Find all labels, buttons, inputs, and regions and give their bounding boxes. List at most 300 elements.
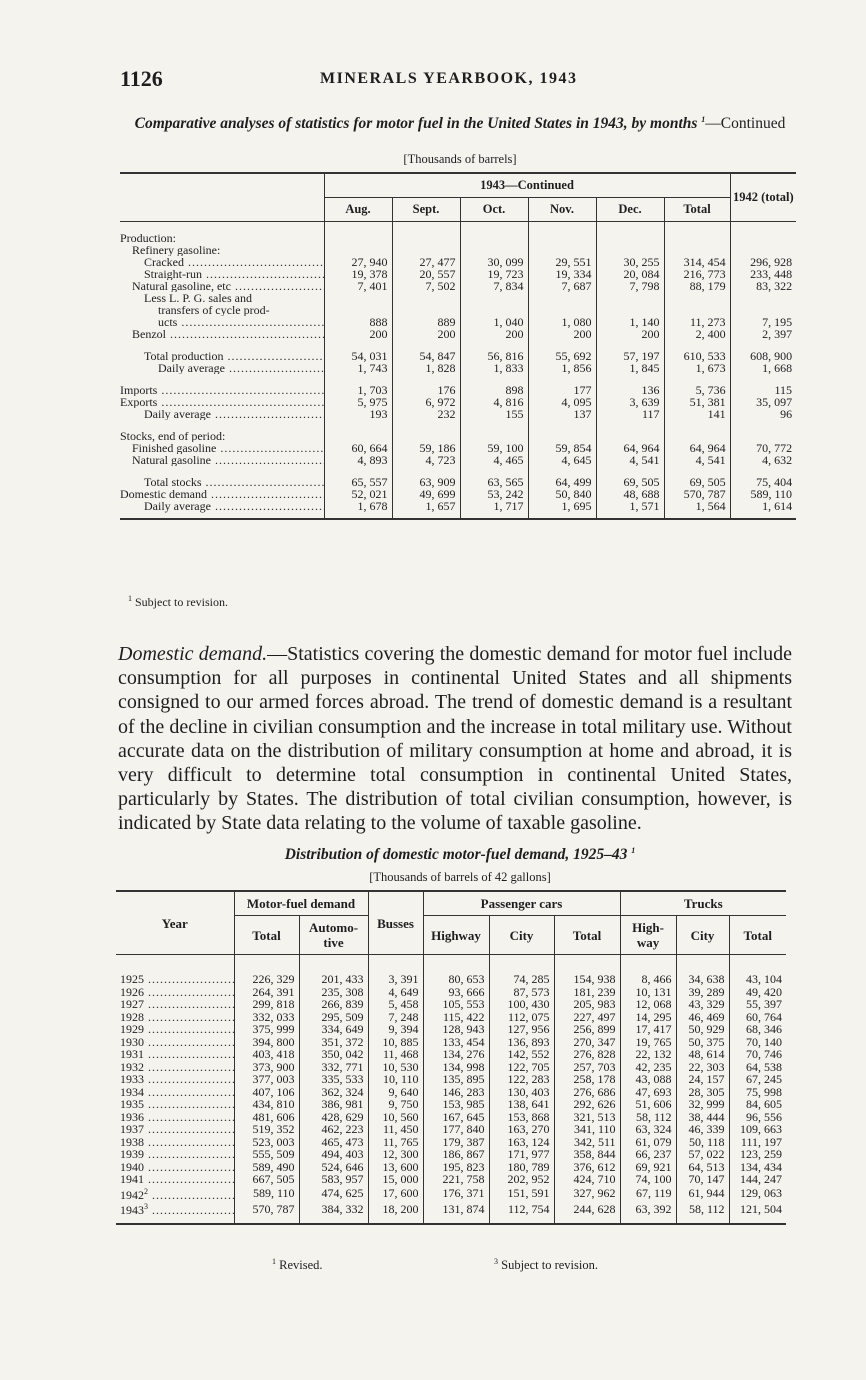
table2-cell: 555, 509 — [234, 1148, 299, 1161]
table1-cell — [730, 340, 796, 350]
leader-dots — [144, 1061, 234, 1074]
row-label-text: Imports ..... — [120, 384, 324, 396]
table2-cell: 180, 789 — [489, 1161, 554, 1174]
table2-cell: 43, 329 — [676, 998, 729, 1011]
table1-row — [120, 292, 796, 304]
table2-cell: 5, 458 — [368, 998, 423, 1011]
table1-row — [120, 268, 796, 280]
table1-cell — [528, 430, 596, 442]
year-cell — [116, 1161, 234, 1174]
table2-cell: 130, 403 — [489, 1086, 554, 1099]
table2-cell: 394, 800 — [234, 1036, 299, 1049]
table2-cell: 50, 929 — [676, 1023, 729, 1036]
pc-highway-header: Highway — [423, 916, 489, 955]
row-label-text: ucts ..... — [158, 316, 324, 328]
year-header: Year — [116, 891, 234, 955]
table2-row — [116, 1061, 786, 1074]
table2-title-note: 1 — [631, 846, 636, 855]
table1-cell: 96 — [730, 408, 796, 420]
table1-cell: 20, 084 — [596, 268, 664, 280]
table2-cell: 17, 600 — [368, 1186, 423, 1202]
table2-cell: 292, 626 — [554, 1098, 620, 1111]
motor-fuel-monthly-table — [120, 172, 796, 520]
truck-highway-header: High-way — [620, 916, 676, 955]
table1-cell: 30, 255 — [596, 256, 664, 268]
table1-row-label — [120, 304, 324, 316]
table1-row-label — [120, 328, 324, 340]
table2-cell: 202, 952 — [489, 1173, 554, 1186]
table1-cell — [596, 292, 664, 304]
table1-cell — [664, 374, 730, 384]
table2-cell: 115, 422 — [423, 1011, 489, 1024]
table2-row — [116, 955, 786, 986]
leader-dots — [144, 1111, 234, 1124]
table2-row — [116, 1173, 786, 1186]
table2-cell: 384, 332 — [299, 1201, 368, 1224]
table2-row — [116, 1011, 786, 1024]
table2-cell: 111, 197 — [729, 1136, 786, 1149]
table1-cell — [730, 292, 796, 304]
table2-cell: 523, 003 — [234, 1136, 299, 1149]
table1-title — [110, 110, 810, 133]
table2-cell: 299, 818 — [234, 998, 299, 1011]
table2-cell: 14, 295 — [620, 1011, 676, 1024]
table2-cell: 177, 840 — [423, 1123, 489, 1136]
table1-row — [120, 244, 796, 256]
table2-cell: 66, 237 — [620, 1148, 676, 1161]
domestic-demand-paragraph — [118, 642, 792, 836]
row-label-text: Daily average ..... — [144, 500, 324, 513]
table2-cell: 49, 420 — [729, 986, 786, 999]
table2-cell: 226, 329 — [234, 955, 299, 986]
table2-cell: 70, 746 — [729, 1048, 786, 1061]
table1-cell: 1, 140 — [596, 316, 664, 328]
table1-cell: 7, 195 — [730, 316, 796, 328]
table1-cell — [596, 420, 664, 430]
table1-row — [120, 350, 796, 362]
table2-cell: 61, 079 — [620, 1136, 676, 1149]
table1-cell — [392, 374, 460, 384]
row-label-text: Finished gasoline ..... — [132, 442, 324, 454]
table1-column-header: Nov. — [528, 198, 596, 222]
table2-cell: 112, 075 — [489, 1011, 554, 1024]
table1-row-label — [120, 350, 324, 362]
table2-cell: 407, 106 — [234, 1086, 299, 1099]
table1-row-label — [120, 500, 324, 519]
table2-cell: 67, 119 — [620, 1186, 676, 1202]
table1-cell: 200 — [460, 328, 528, 340]
table2-cell: 474, 625 — [299, 1186, 368, 1202]
year-text: 1929 — [120, 1023, 144, 1036]
table2-cell: 342, 511 — [554, 1136, 620, 1149]
truck-total-header: Total — [729, 916, 786, 955]
page-number: 1126 — [120, 66, 163, 91]
table1-cell: 1, 614 — [730, 500, 796, 519]
paragraph-lead: Domestic demand. — [118, 643, 268, 665]
table2-cell: 46, 339 — [676, 1123, 729, 1136]
table2-unit: [Thousands of barrels of 42 gallons] — [369, 870, 551, 884]
table1-cell: 19, 378 — [324, 268, 392, 280]
table2-cell: 205, 983 — [554, 998, 620, 1011]
leader-dots — [144, 1073, 234, 1086]
year-cell — [116, 998, 234, 1011]
table2-cell: 10, 131 — [620, 986, 676, 999]
truck-city-header: City — [676, 916, 729, 955]
table1-row — [120, 280, 796, 292]
table1-cell — [392, 420, 460, 430]
row-label-text: Exports ..... — [120, 396, 324, 408]
row-label-text: Production: — [120, 231, 176, 244]
table2-cell: 258, 178 — [554, 1073, 620, 1086]
table1-cell: 1, 856 — [528, 362, 596, 374]
table1-footnote-text: Subject to revision. — [135, 595, 228, 609]
table2-row — [116, 1148, 786, 1161]
table1-cell: 4, 632 — [730, 454, 796, 466]
table2-cell: 48, 614 — [676, 1048, 729, 1061]
row-label-text: Daily average ..... — [158, 362, 324, 374]
table2-row — [116, 998, 786, 1011]
mfd-total-header: Total — [234, 916, 299, 955]
table2-cell: 55, 397 — [729, 998, 786, 1011]
table1-row — [120, 384, 796, 396]
table1-cell: 88, 179 — [664, 280, 730, 292]
table1-row-label — [120, 466, 324, 476]
table1-row — [120, 466, 796, 476]
table1-row-label — [120, 408, 324, 420]
table2-cell: 270, 347 — [554, 1036, 620, 1049]
table2-cell: 376, 612 — [554, 1161, 620, 1174]
table2-cell: 42, 235 — [620, 1061, 676, 1074]
table1-cell: 4, 645 — [528, 454, 596, 466]
table2-cell: 494, 403 — [299, 1148, 368, 1161]
table1-row-label — [120, 222, 324, 245]
table2-cell: 18, 200 — [368, 1201, 423, 1224]
table2-cell: 321, 513 — [554, 1111, 620, 1124]
leader-dots — [144, 1048, 234, 1061]
table2-cell: 524, 646 — [299, 1161, 368, 1174]
table2-cell: 332, 771 — [299, 1061, 368, 1074]
table1-cell: 27, 477 — [392, 256, 460, 268]
year-cell — [116, 1123, 234, 1136]
table2-cell: 61, 944 — [676, 1186, 729, 1202]
table2-cell: 13, 600 — [368, 1161, 423, 1174]
table2-cell: 146, 283 — [423, 1086, 489, 1099]
table1-cell: 3, 639 — [596, 396, 664, 408]
table1-cell: 1, 703 — [324, 384, 392, 396]
table2-cell: 129, 063 — [729, 1186, 786, 1202]
row-label-text: Cracked ..... — [144, 256, 324, 268]
row-label-text: Refinery gasoline: — [132, 244, 221, 256]
table1-row — [120, 454, 796, 466]
table2-cell: 186, 867 — [423, 1148, 489, 1161]
table1-cell: 55, 692 — [528, 350, 596, 362]
table1-cell: 57, 197 — [596, 350, 664, 362]
table1-unit: [Thousands of barrels] — [403, 152, 517, 166]
table1-cell — [324, 466, 392, 476]
table2-cell: 112, 754 — [489, 1201, 554, 1224]
table1-cell: 7, 834 — [460, 280, 528, 292]
year-text: 1927 — [120, 998, 144, 1011]
table2-cell: 87, 573 — [489, 986, 554, 999]
leader-dots — [144, 998, 234, 1011]
table2-cell: 235, 308 — [299, 986, 368, 999]
table2-row — [116, 1186, 786, 1202]
year-text: 1925 — [120, 972, 144, 986]
table2-row — [116, 1136, 786, 1149]
year-text: 1940 — [120, 1160, 144, 1173]
table1-cell: 608, 900 — [730, 350, 796, 362]
table2-cell: 176, 371 — [423, 1186, 489, 1202]
table1-cell: 200 — [528, 328, 596, 340]
table1-cell: 50, 840 — [528, 488, 596, 500]
table1-cell: 54, 031 — [324, 350, 392, 362]
table1-cell: 888 — [324, 316, 392, 328]
table2-cell: 50, 375 — [676, 1036, 729, 1049]
table2-cell: 181, 239 — [554, 986, 620, 999]
year-cell — [116, 1036, 234, 1049]
table1-cell — [324, 304, 392, 316]
table1-cell: 7, 798 — [596, 280, 664, 292]
table1-cell: 155 — [460, 408, 528, 420]
table2-cell: 60, 764 — [729, 1011, 786, 1024]
table1-cell: 200 — [324, 328, 392, 340]
table1-cell: 64, 964 — [596, 442, 664, 454]
table2-row — [116, 1123, 786, 1136]
year-cell — [116, 986, 234, 999]
table1-cell — [392, 244, 460, 256]
leader-dots — [144, 1148, 234, 1161]
table1-cell — [460, 430, 528, 442]
footnote-a-mark: 1 — [272, 1257, 276, 1266]
year-cell — [116, 1111, 234, 1124]
table1-cell: 216, 773 — [664, 268, 730, 280]
leader-dots — [144, 1161, 234, 1174]
table1-cell: 63, 909 — [392, 476, 460, 488]
table1-row-label — [120, 454, 324, 466]
table2-cell: 9, 640 — [368, 1086, 423, 1099]
table1-cell: 570, 787 — [664, 488, 730, 500]
table1-cell — [392, 466, 460, 476]
table2-cell: 43, 088 — [620, 1073, 676, 1086]
table2-cell: 121, 504 — [729, 1201, 786, 1224]
table1-cell — [528, 420, 596, 430]
table1-footnote — [128, 594, 228, 610]
table2-cell: 10, 560 — [368, 1111, 423, 1124]
table1-cell — [596, 430, 664, 442]
table2-cell: 11, 468 — [368, 1048, 423, 1061]
table1-cell — [460, 466, 528, 476]
row-label-text: Domestic demand ..... — [120, 488, 324, 500]
table2-cell: 39, 289 — [676, 986, 729, 999]
table1-cell: 115 — [730, 384, 796, 396]
busses-header: Busses — [368, 891, 423, 955]
table2-cell: 362, 324 — [299, 1086, 368, 1099]
table2-cell: 264, 391 — [234, 986, 299, 999]
table2-cell: 11, 450 — [368, 1123, 423, 1136]
table2-cell: 58, 112 — [676, 1201, 729, 1224]
table1-cell: 2, 397 — [730, 328, 796, 340]
table2-cell: 133, 454 — [423, 1036, 489, 1049]
year-cell — [116, 1061, 234, 1074]
table1-cell: 1, 717 — [460, 500, 528, 519]
table1-cell: 1, 673 — [664, 362, 730, 374]
table2-cell: 3, 391 — [368, 955, 423, 986]
leader-dots — [144, 1136, 234, 1149]
year-text: 1938 — [120, 1135, 144, 1148]
table2-cell: 334, 649 — [299, 1023, 368, 1036]
table1-cell: 898 — [460, 384, 528, 396]
table1-cell — [664, 222, 730, 245]
table1-cell: 7, 687 — [528, 280, 596, 292]
pc-total-header: Total — [554, 916, 620, 955]
table1-row — [120, 430, 796, 442]
table2-cell: 4, 649 — [368, 986, 423, 999]
table1-row — [120, 256, 796, 268]
table1-cell: 1, 571 — [596, 500, 664, 519]
table1-column-header: Dec. — [596, 198, 664, 222]
table2-cell: 519, 352 — [234, 1123, 299, 1136]
table2-footnote-subject — [494, 1257, 598, 1273]
table2-cell: 332, 033 — [234, 1011, 299, 1024]
table2-cell: 22, 132 — [620, 1048, 676, 1061]
table1-cell — [596, 244, 664, 256]
table2-cell: 589, 110 — [234, 1186, 299, 1202]
table1-cell — [664, 430, 730, 442]
table1-cell: 20, 557 — [392, 268, 460, 280]
table2-cell: 63, 392 — [620, 1201, 676, 1224]
table2-cell: 171, 977 — [489, 1148, 554, 1161]
table1-footnote-mark: 1 — [128, 594, 132, 603]
table2-cell: 377, 003 — [234, 1073, 299, 1086]
year-cell — [116, 1086, 234, 1099]
table1-cell: 52, 021 — [324, 488, 392, 500]
table1-cell — [528, 292, 596, 304]
table2-cell: 96, 556 — [729, 1111, 786, 1124]
table1-row — [120, 304, 796, 316]
year-text: 1936 — [120, 1110, 144, 1123]
table2-cell: 46, 469 — [676, 1011, 729, 1024]
table1-cell: 4, 095 — [528, 396, 596, 408]
leader-dots — [144, 1036, 234, 1049]
table2-cell: 70, 147 — [676, 1173, 729, 1186]
table2-title — [110, 846, 810, 864]
table2-cell: 589, 490 — [234, 1161, 299, 1174]
table2-cell: 32, 999 — [676, 1098, 729, 1111]
table1-cell — [596, 374, 664, 384]
table2-cell: 75, 998 — [729, 1086, 786, 1099]
table1-cell: 136 — [596, 384, 664, 396]
table2-cell: 375, 999 — [234, 1023, 299, 1036]
table1-cell — [664, 420, 730, 430]
leader-dots — [144, 972, 234, 986]
table1-cell: 59, 854 — [528, 442, 596, 454]
row-label-text: Total stocks ..... — [144, 476, 324, 488]
table1-cell — [528, 374, 596, 384]
table2-cell: 64, 538 — [729, 1061, 786, 1074]
year-text: 1928 — [120, 1010, 144, 1023]
table2-cell: 28, 305 — [676, 1086, 729, 1099]
year-cell — [116, 1148, 234, 1161]
table2-cell: 179, 387 — [423, 1136, 489, 1149]
year-text: 1939 — [120, 1148, 144, 1161]
table1-cell: 4, 541 — [596, 454, 664, 466]
table2-cell: 570, 787 — [234, 1201, 299, 1224]
table1-cell: 1, 040 — [460, 316, 528, 328]
table2-cell: 386, 981 — [299, 1098, 368, 1111]
table2-cell: 583, 957 — [299, 1173, 368, 1186]
table2-cell: 43, 104 — [729, 955, 786, 986]
leader-dots — [144, 1086, 234, 1099]
table1-cell — [392, 222, 460, 245]
year-text: 1942 — [120, 1187, 144, 1201]
row-label-text: transfers of cycle prod- — [158, 304, 270, 316]
table1-cell — [730, 222, 796, 245]
year-cell — [116, 1173, 234, 1186]
year-text: 1943 — [120, 1203, 144, 1217]
table1-cell — [664, 340, 730, 350]
table1-row — [120, 476, 796, 488]
table1-cell: 35, 097 — [730, 396, 796, 408]
table2-cell: 84, 605 — [729, 1098, 786, 1111]
table1-row-label — [120, 244, 324, 256]
table2-cell: 47, 693 — [620, 1086, 676, 1099]
table1-column-header: Aug. — [324, 198, 392, 222]
table1-cell — [324, 222, 392, 245]
table1-cell: 232 — [392, 408, 460, 420]
table2-cell: 22, 303 — [676, 1061, 729, 1074]
table1-cell: 49, 699 — [392, 488, 460, 500]
table2-cell: 341, 110 — [554, 1123, 620, 1136]
table1-cell — [324, 430, 392, 442]
table1-cell — [460, 222, 528, 245]
table2-cell: 10, 530 — [368, 1061, 423, 1074]
table2-cell: 51, 606 — [620, 1098, 676, 1111]
table2-cell: 276, 686 — [554, 1086, 620, 1099]
year-cell — [116, 1023, 234, 1036]
leader-dots — [144, 1023, 234, 1036]
table2-cell: 127, 956 — [489, 1023, 554, 1036]
table2-cell: 167, 645 — [423, 1111, 489, 1124]
table2-cell: 68, 346 — [729, 1023, 786, 1036]
table1-cell — [730, 466, 796, 476]
table1-cell — [528, 466, 596, 476]
table1-cell — [730, 374, 796, 384]
table2-cell: 38, 444 — [676, 1111, 729, 1124]
table1-cell: 60, 664 — [324, 442, 392, 454]
table1-cell — [460, 340, 528, 350]
table2-cell: 100, 430 — [489, 998, 554, 1011]
table2-cell: 12, 068 — [620, 998, 676, 1011]
table1-cell: 1, 828 — [392, 362, 460, 374]
row-label-text: Stocks, end of period: — [120, 430, 226, 442]
table2-cell: 69, 921 — [620, 1161, 676, 1174]
table2-cell: 15, 000 — [368, 1173, 423, 1186]
table1-cell: 48, 688 — [596, 488, 664, 500]
paragraph-text: —Statistics covering the domestic demand for motor fuel include consumption for all purposes in continental United States and all shipments consigned to our armed forces abroad. The trend of domestic demand is a resultant of the decline in civilian consumption and the increase in total military use. Without accurate data on the distribution of military consumption at home and abroad, it is very difficult to determine total consumption in continental United States, particularly by States. The distribution of total civilian consumption, however, is indicated by State data relating to the volume of taxable gasoline. — [118, 643, 793, 835]
table2-cell: 373, 900 — [234, 1061, 299, 1074]
table1-row-label — [120, 442, 324, 454]
table2-cell: 144, 247 — [729, 1173, 786, 1186]
table1-cell: 589, 110 — [730, 488, 796, 500]
table1-row-label — [120, 268, 324, 280]
table1-cell: 51, 381 — [664, 396, 730, 408]
table1-row-label — [120, 316, 324, 328]
table1-cell — [324, 340, 392, 350]
footnote-b-text: Subject to revision. — [501, 1258, 598, 1273]
table1-cell: 117 — [596, 408, 664, 420]
table1-column-header: Total — [664, 198, 730, 222]
table1-cell — [460, 374, 528, 384]
